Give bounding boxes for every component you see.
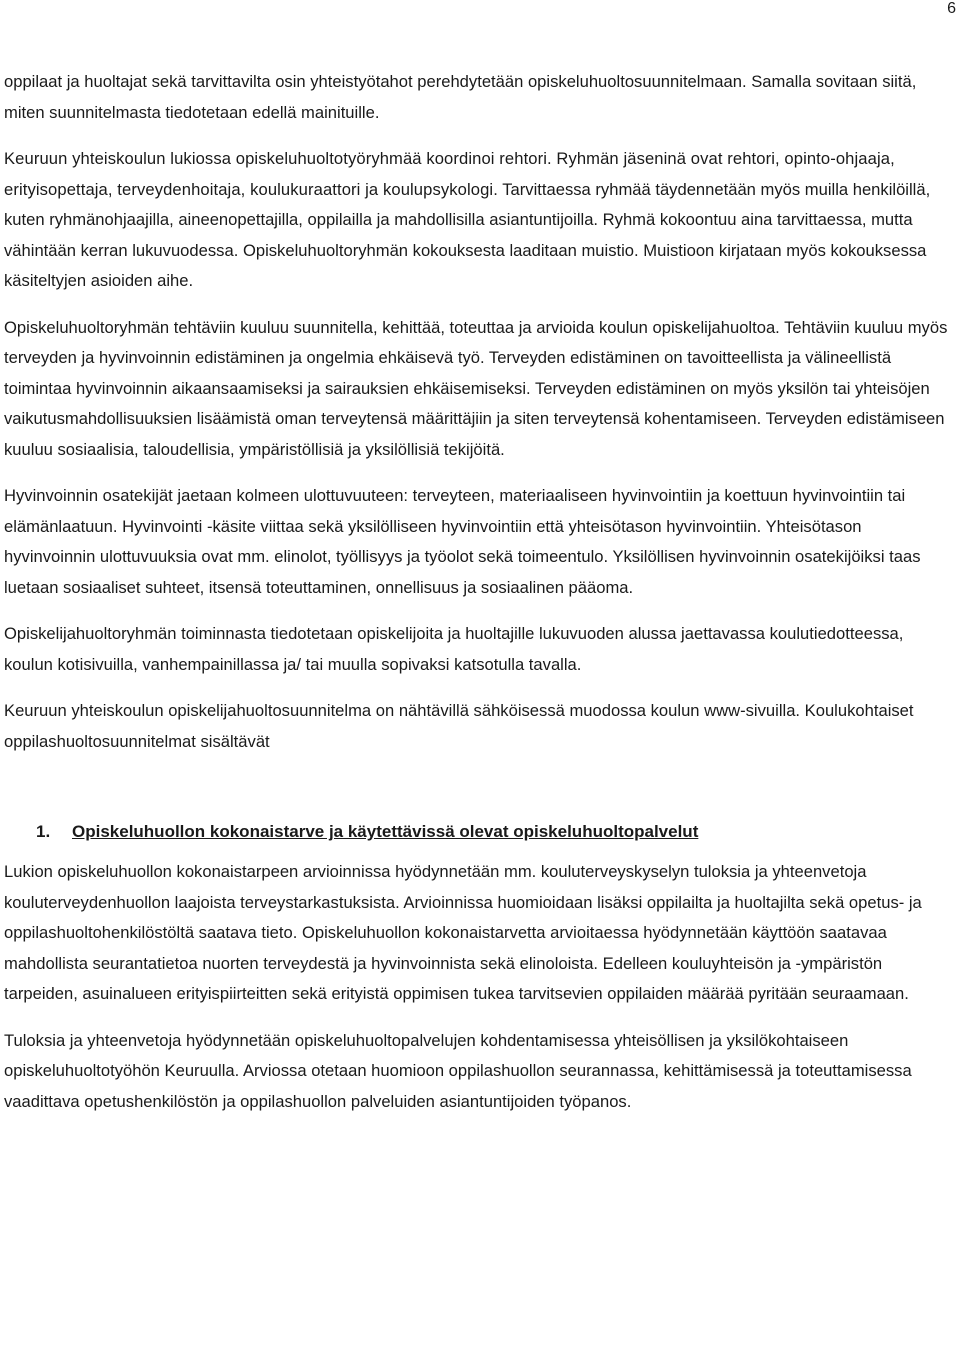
sentence: Yhteisötason hyvinvoinnin ulottuvuuksia ovat mm. elinolot, työllisyys ja työolot sekä toimeentulo. — [4, 516, 862, 566]
paragraph-tasks — [4, 313, 952, 466]
paragraph-intro — [4, 67, 952, 128]
sentence: Opiskeluhuollon kokonaistarvetta arvioitaessa hyödynnetään käyttöön saatavaa mahdollista seurantatietoa nuorten terveydestä ja hyvinvoinnista sekä elinoloista. — [4, 923, 887, 973]
sentence: Terveyden edistäminen on tavoitteellista ja välineellistä toimintaa hyvinvoinnin aikaansaamiseksi ja sairauksien ehkäisemiseksi. — [4, 348, 892, 398]
sentence: Keuruun yhteiskoulun lukiossa opiskeluhuoltotyöryhmää koordinoi rehtori. — [4, 149, 552, 168]
sentence: Muistioon kirjataan myös kokouksessa käsiteltyjen asioiden aihe. — [4, 240, 927, 290]
sentence: Keuruun yhteiskoulun opiskelijahuoltosuunnitelma on nähtävillä sähköisessä muodossa koulun www-sivuilla. — [4, 701, 801, 720]
sentence: Hyvinvoinnin osatekijät jaetaan kolmeen ulottuvuuteen: terveyteen, materiaaliseen hyvinvointiin ja koettuun hyvinvointiin tai elämänlaatuun. — [4, 486, 906, 536]
sentence: Ryhmän jäseninä ovat rehtori, opinto-ohjaaja, erityisopettaja, terveydenhoitaja, koulukuraattori ja koulupsykologi. — [4, 149, 895, 199]
sentence: Opiskeluhuoltoryhmän kokouksesta laaditaan muistio. — [242, 240, 639, 260]
paragraph-informing — [4, 619, 952, 680]
sentence: Hyvinvointi -käsite viittaa sekä yksilölliseen hyvinvointiin että yhteisötason hyvinvointiin. — [122, 516, 762, 536]
sentence: Tuloksia ja yhteenvetoja hyödynnetään opiskeluhuoltopalvelujen kohdentamisessa yhteisöllisen ja yksilökohtaiseen opiskeluhuoltotyöhön Keuruulla. — [4, 1030, 849, 1080]
paragraph-working-group — [4, 144, 952, 297]
sentence: Lukion opiskeluhuollon kokonaistarpeen arvioinnissa hyödynnetään mm. kouluterveyskyselyn tuloksia ja yhteenvetoja kouluterveydenhuollon laajoista terveystarkastuksista. — [4, 862, 867, 912]
section-title: Opiskeluhuollon kokonaistarve ja käytettävissä olevat opiskeluhuoltopalvelut — [72, 822, 699, 841]
section-number: 1. — [36, 822, 51, 841]
sentence: Terveyden edistämiseen kuuluu sosiaalisia, taloudellisia, ympäristöllisiä ja yksilöllisiä tekijöitä. — [4, 409, 945, 459]
section-heading — [4, 817, 952, 847]
sentence: Edelleen kouluyhteisön ja -ympäristön tarpeiden, asuinalueen erityispiirteitten sekä erityistä oppimisen tukea tarvitsevien oppilaiden määrää pyritään seuraamaan. — [4, 953, 909, 1003]
sentence: Yksilöllisen hyvinvoinnin osatekijöiksi taas luetaan sosiaaliset suhteet, itsensä toteuttaminen, onnellisuus ja sosiaalinen pääoma. — [4, 547, 921, 597]
sentence: Samalla sovitaan siitä, miten suunnitelmasta tiedotetaan edellä mainituille. — [4, 72, 917, 122]
sentence: Arvioinnissa huomioidaan lisäksi oppilailta ja huoltajilta sekä opetus- ja oppilashuoltohenkilöstöltä saatava tieto. — [4, 892, 922, 942]
page-number: 6 — [947, 0, 956, 17]
sentence: Arviossa otetaan huomioon oppilashuollon seurannassa, kehittämisessä ja toteuttamisessa vaadittava opetushenkilöstön ja oppilashuollon palveluiden asiantuntijoiden työpanos. — [4, 1061, 912, 1111]
sentence: Terveyden edistäminen on myös yksilön tai yhteisöjen vaikutusmahdollisuuksien lisäämistä oman terveytensä määrittäjiin ja siten terveytensä kohentamiseen. — [4, 378, 930, 428]
sentence: Ryhmä kokoontuu aina tarvittaessa, mutta vähintään kerran lukuvuodessa. — [4, 210, 913, 260]
sentence: Tarvittaessa ryhmää täydennetään myös muilla henkilöillä, kuten ryhmänohjaajilla, aineenopettajilla, oppilailla ja mahdollisilla asiantuntijoilla. — [4, 179, 931, 229]
document-body — [4, 67, 952, 1133]
paragraph-availability — [4, 696, 952, 757]
sentence: Opiskelijahuoltoryhmän toiminnasta tiedotetaan opiskelijoita ja huoltajille lukuvuoden alussa jaettavassa koulutiedotteessa, koulun kotisivuilla, vanhempainillassa ja/ tai muulla sopivaksi katsotulla tavalla. — [4, 624, 904, 674]
paragraph-assessment — [4, 857, 952, 1010]
sentence: Koulukohtaiset oppilashuoltosuunnitelmat sisältävät — [4, 701, 914, 751]
sentence: Opiskeluhuoltoryhmän tehtäviin kuuluu suunnitella, kehittää, toteuttaa ja arvioida koulun opiskelijahuoltoa. — [4, 317, 780, 337]
sentence: oppilaat ja huoltajat sekä tarvittavilta osin yhteistyötahot perehdytetään opiskeluhuoltosuunnitelmaan. — [4, 72, 747, 91]
paragraph-results — [4, 1026, 952, 1118]
paragraph-wellbeing — [4, 481, 952, 603]
sentence: Tehtäviin kuuluu myös terveyden ja hyvinvoinnin edistäminen ja ongelmia ehkäisevä työ. — [4, 317, 948, 367]
